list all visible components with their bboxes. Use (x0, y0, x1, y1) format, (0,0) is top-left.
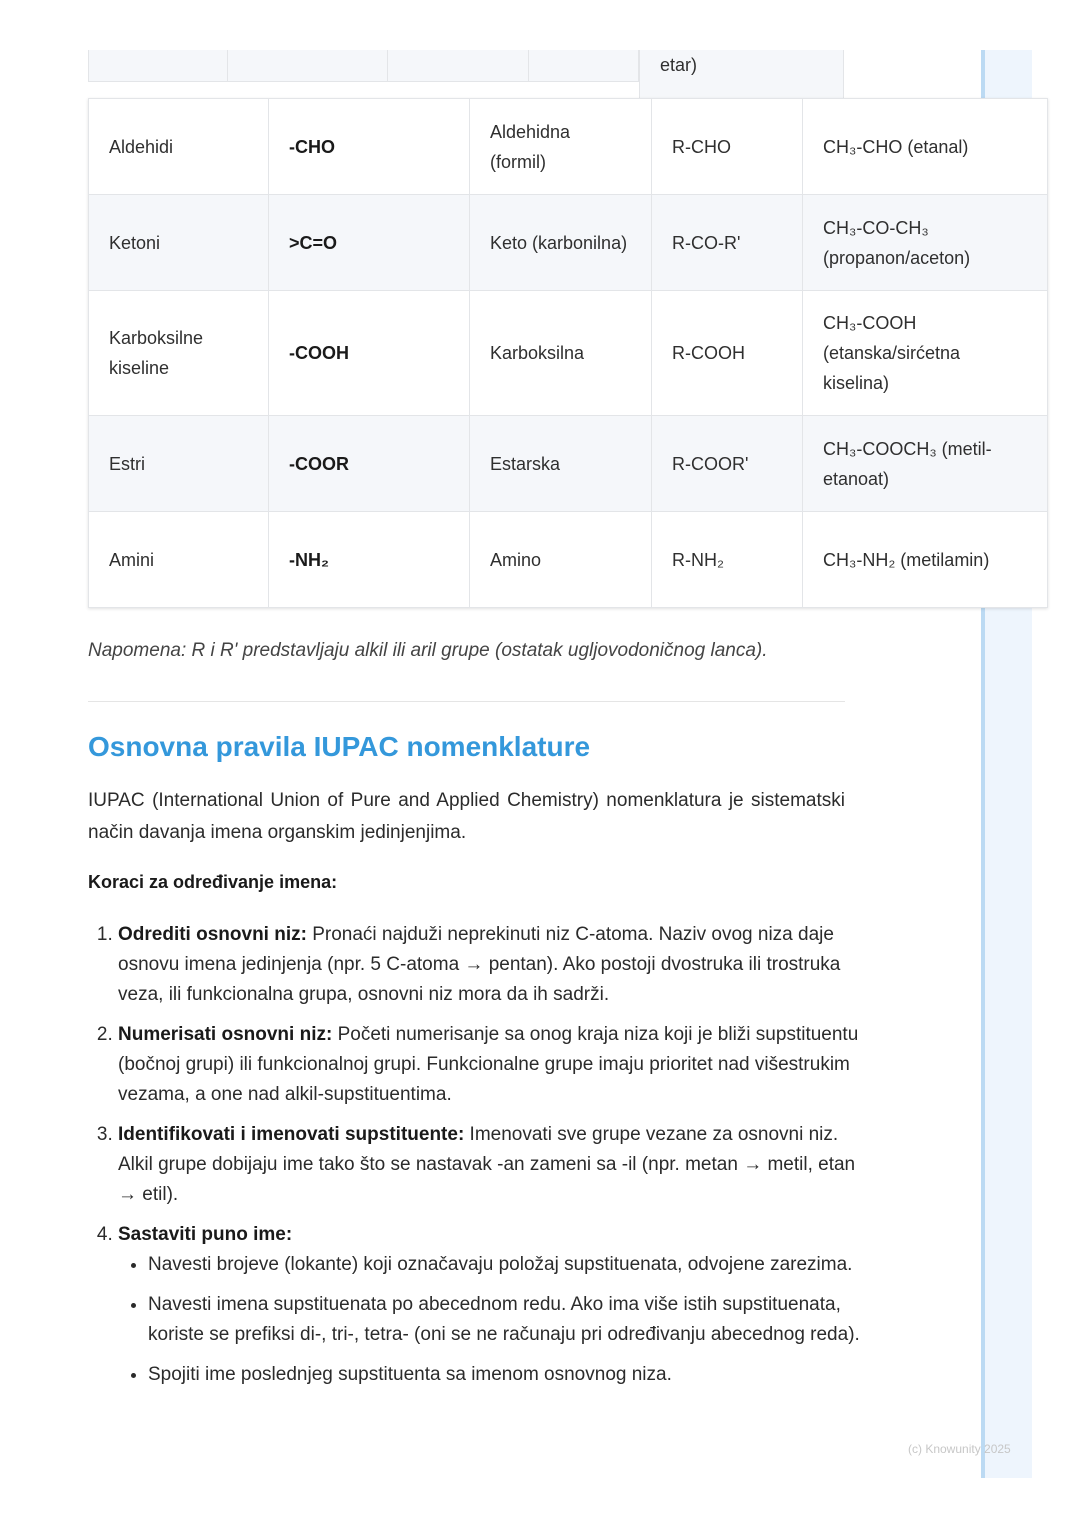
step-item (118, 920, 875, 1010)
sub-step-item: • Spojiti ime poslednjeg supstituenta sa imenom osnovnog niza. (148, 1360, 875, 1390)
table-cell-example: CH₃-CO-CH₃ (propanon/aceton) (803, 195, 1048, 291)
table-cell-name: Aldehidna (formil) (470, 99, 652, 195)
copyright-footer: (c) Knowunity 2025 (908, 1442, 1011, 1456)
table-cell-class: Estri (89, 416, 269, 512)
table-cell-example: CH₃-COOH (etanska/sirćetna kiselina) (803, 291, 1048, 416)
steps-title: Koraci za određivanje imena: (88, 872, 338, 892)
table-cell-formula: R-COOR' (652, 416, 803, 512)
table-cell-formula: R-CO-R' (652, 195, 803, 291)
table-cell-example: CH₃-NH₂ (metilamin) (803, 512, 1048, 608)
step-label: Sastaviti puno ime: (118, 1224, 293, 1245)
table-cell-name: Estarska (470, 416, 652, 512)
table-cell-group: -COOR (269, 416, 470, 512)
sub-step-item: • Navesti brojeve (lokante) koji označavaju položaj supstituenata, odvojene zarezima. (148, 1250, 875, 1280)
table-cell-group: >C=O (269, 195, 470, 291)
table-row (89, 195, 1048, 291)
divider (88, 701, 845, 702)
table-cell-class: Amini (89, 512, 269, 608)
table-cell-example: CH₃-CHO (etanal) (803, 99, 1048, 195)
table-cell-class: Aldehidi (89, 99, 269, 195)
step-item (118, 1120, 875, 1210)
table-row (89, 416, 1048, 512)
table-continuation-text: etar) (639, 50, 844, 98)
table-cell-formula: R-CHO (652, 99, 803, 195)
table-note: Napomena: R i R' predstavljaju alkil ili aril grupe (ostatak ugljovodoničnog lanca). (88, 640, 768, 661)
table-row (89, 291, 1048, 416)
step-item (118, 1220, 875, 1390)
table-cell-name: Keto (karbonilna) (470, 195, 652, 291)
table-row (89, 512, 1048, 608)
step-item (118, 1020, 875, 1110)
step-text: Početi numerisanje sa onog kraja niza koji je bliži supstituentu (bočnoj grupi) ili funkcionalnoj grupi. Funkcionalne grupe imaju prioritet nad višestrukim vezama, a one nad alkil-supstituentima. (118, 1024, 859, 1105)
table-cell-group: -CHO (269, 99, 470, 195)
sub-steps-list (118, 1250, 875, 1390)
table-cell-name: Karboksilna (470, 291, 652, 416)
step-label: Numerisati osnovni niz: (118, 1024, 333, 1045)
table-cell-formula: R-NH₂ (652, 512, 803, 608)
step-label: Identifikovati i imenovati supstituente: (118, 1124, 465, 1145)
section-intro: IUPAC (International Union of Pure and Applied Chemistry) nomenklatura je sistematski način davanja imena organskim jedinjenjima. (88, 790, 845, 843)
table-cell-example: CH₃-COOCH₃ (metil-etanoat) (803, 416, 1048, 512)
steps-list (88, 920, 875, 1400)
table-cell-group: -COOH (269, 291, 470, 416)
table-cell-group: -NH₂ (269, 512, 470, 608)
table-cell-class: Ketoni (89, 195, 269, 291)
table-cell-class: Karboksilne kiseline (89, 291, 269, 416)
table-row (89, 99, 1048, 195)
section-title: Osnovna pravila IUPAC nomenklature (88, 731, 591, 762)
table-continuation-row (88, 50, 844, 98)
table-cell-formula: R-COOH (652, 291, 803, 416)
step-label: Odrediti osnovni niz: (118, 924, 307, 945)
step-text: Pronaći najduži neprekinuti niz C-atoma. Naziv ovog niza daje osnovu imena jedinjenja (npr. 5 C-atoma → pentan). Ako postoji dvostruka ili trostruka veza, ili funkcionalna grupa, osnovni niz mora da ih sadrži. (118, 924, 841, 1005)
functional-groups-table (88, 98, 1048, 608)
sub-step-item: • Navesti imena supstituenata po abecednom redu. Ako ima više istih supstituenata, koriste se prefiksi di-, tri-, tetra- (oni se ne računaju pri određivanju abecednog reda). (148, 1290, 875, 1350)
table-cell-name: Amino (470, 512, 652, 608)
step-text: Imenovati sve grupe vezane za osnovni niz. Alkil grupe dobijaju ime tako što se nastavak -an zameni sa -il (npr. metan → metil, etan → etil). (118, 1124, 856, 1205)
